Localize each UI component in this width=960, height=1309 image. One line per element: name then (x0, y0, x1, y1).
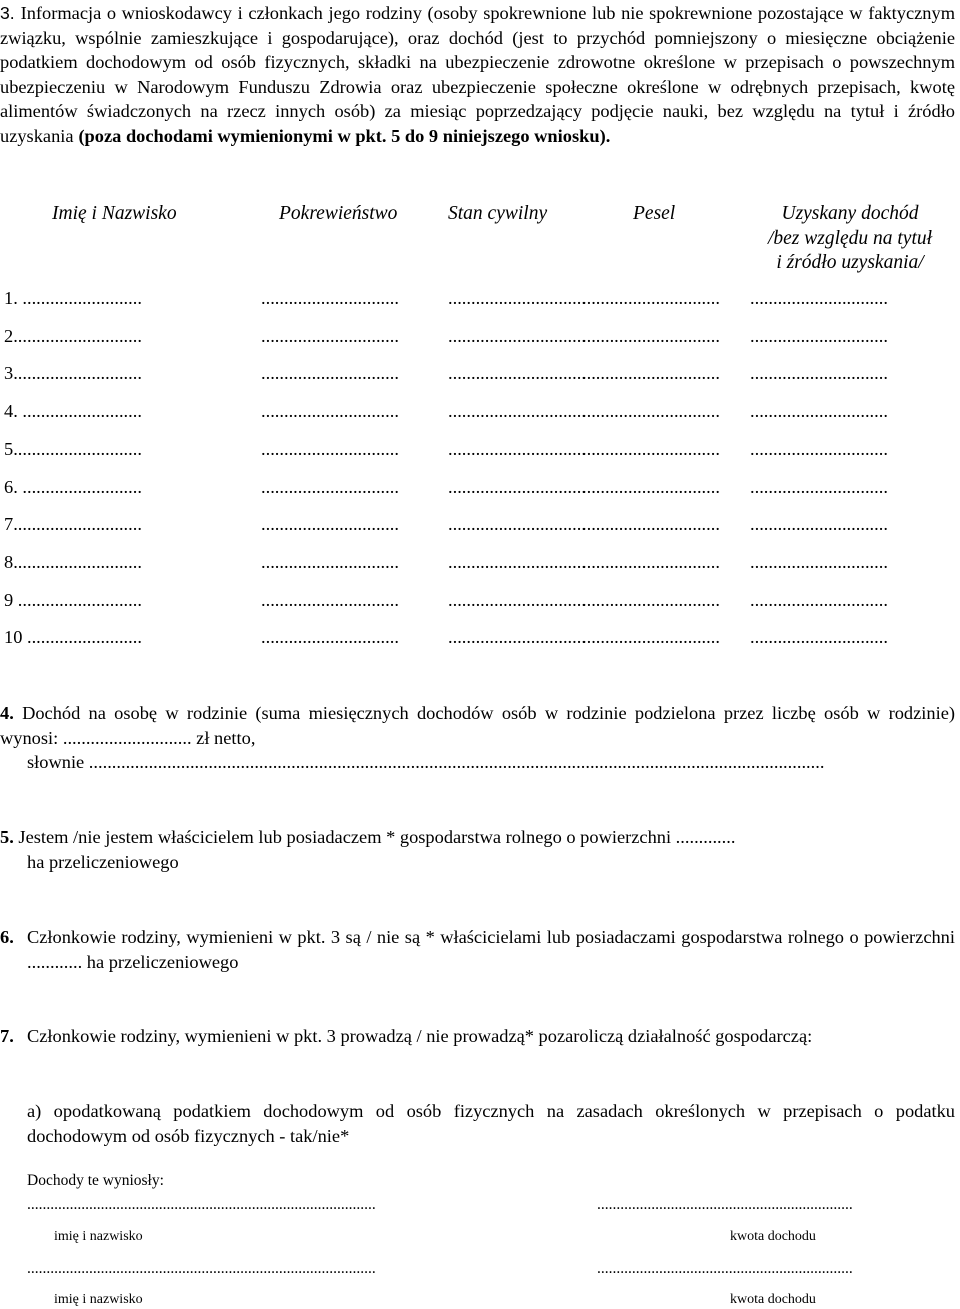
row-status-field[interactable]: .............................. (448, 401, 586, 422)
row-name-field[interactable]: 5............................ (4, 438, 142, 459)
header-status: Stan cywilny (448, 203, 548, 224)
section-7-text: Członkowie rodziny, wymienieni w pkt. 3 prowadzą / nie prowadzą* pozaroliczą działalność gospodarczą: (27, 1026, 813, 1046)
row-relation-field[interactable]: .............................. (261, 551, 399, 572)
row-income-field[interactable]: .............................. (750, 589, 888, 610)
section-6-text: Członkowie rodziny, wymienieni w pkt. 3 są / nie są * właścicielami lub posiadaczami gospodarstwa rolnego o powierzchni ............ ha przeliczeniowego (27, 927, 955, 972)
row-status-field[interactable]: .............................. (448, 514, 586, 535)
entry-1-amount-line[interactable]: .................................................................. (597, 1196, 853, 1213)
header-income-line2: /bez względu na tytuł (767, 227, 933, 249)
row-income-field[interactable]: .............................. (750, 288, 888, 308)
section-4-number: 4. (0, 703, 14, 723)
header-income-line1: Uzyskany dochód (781, 203, 919, 224)
header-income-line3: i źródło uzyskania/ (776, 252, 924, 273)
header-name: Imię i Nazwisko (52, 203, 177, 224)
header-relation: Pokrewieństwo (279, 203, 398, 224)
row-income-field[interactable]: .............................. (750, 363, 888, 384)
row-status-field[interactable]: .............................. (448, 476, 586, 497)
section-3-number: 3. (0, 3, 15, 23)
row-pesel-field[interactable]: .............................. (582, 551, 720, 572)
row-pesel-field[interactable]: .............................. (582, 589, 720, 610)
entry-2-amount-label: kwota dochodu (730, 1292, 816, 1307)
row-income-field[interactable]: .............................. (750, 476, 888, 497)
row-pesel-field[interactable]: .............................. (582, 514, 720, 535)
row-status-field[interactable]: .............................. (448, 438, 586, 459)
section-7-sub-a: a) opodatkowaną podatkiem dochodowym od osób fizycznych na zasadach określonych w przepisach o podatku dochodowym od osób fizycznych - tak/nie* (27, 1101, 955, 1146)
row-status-field[interactable]: .............................. (448, 363, 586, 384)
section-5-unit: ha przeliczeniowego (27, 852, 179, 872)
section-6-number: 6. (0, 927, 14, 947)
row-pesel-field[interactable]: .............................. (582, 476, 720, 497)
row-pesel-field[interactable]: .............................. (582, 325, 720, 346)
row-pesel-field[interactable]: .............................. (582, 288, 720, 308)
row-relation-field[interactable]: .............................. (261, 288, 399, 308)
row-income-field[interactable]: .............................. (750, 401, 888, 422)
row-relation-field[interactable]: .............................. (261, 476, 399, 497)
entry-1-name-line[interactable]: .......................................................................................... (27, 1196, 376, 1213)
row-name-field[interactable]: 9 ........................... (4, 589, 142, 610)
row-relation-field[interactable]: .............................. (261, 363, 399, 384)
section-4-text: Dochód na osobę w rodzinie (suma miesięcznych dochodów osób w rodzinie podzielona przez liczbę osób w rodzinie) wynosi: ............................ zł netto, (0, 703, 955, 748)
row-status-field[interactable]: .............................. (448, 627, 586, 648)
row-relation-field[interactable]: .............................. (261, 438, 399, 459)
row-name-field[interactable]: 1. .......................... (4, 288, 142, 308)
row-status-field[interactable]: .............................. (448, 325, 586, 346)
section-6-paragraph (0, 925, 955, 974)
entry-2-amount-line[interactable]: .................................................................. (597, 1260, 853, 1277)
entry-2-name-line[interactable]: .......................................................................................... (27, 1260, 376, 1277)
row-pesel-field[interactable]: .............................. (582, 363, 720, 384)
row-name-field[interactable]: 7............................ (4, 514, 142, 535)
row-name-field[interactable]: 4. .......................... (4, 401, 142, 422)
row-name-field[interactable]: 6. .......................... (4, 476, 142, 497)
row-name-field[interactable]: 3............................ (4, 363, 142, 384)
section-5-number: 5. (0, 827, 14, 847)
row-name-field[interactable]: 8............................ (4, 551, 142, 572)
row-income-field[interactable]: .............................. (750, 438, 888, 459)
row-pesel-field[interactable]: .............................. (582, 627, 720, 648)
entry-2-name-label: imię i nazwisko (54, 1292, 143, 1307)
row-relation-field[interactable]: .............................. (261, 325, 399, 346)
section-4-words-line[interactable]: słownie ................................................................................................................................................................ (27, 752, 825, 772)
row-status-field[interactable]: .............................. (448, 589, 586, 610)
section-5-text: Jestem /nie jestem właścicielem lub posiadaczem * gospodarstwa rolnego o powierzchni ............. (18, 827, 736, 847)
row-income-field[interactable]: .............................. (750, 514, 888, 535)
row-income-field[interactable]: .............................. (750, 551, 888, 572)
section-5-paragraph (0, 825, 955, 850)
row-relation-field[interactable]: .............................. (261, 627, 399, 648)
row-relation-field[interactable]: .............................. (261, 589, 399, 610)
section-3-paragraph (0, 1, 955, 148)
row-relation-field[interactable]: .............................. (261, 401, 399, 422)
row-status-field[interactable]: .............................. (448, 288, 586, 308)
row-name-field[interactable]: 10 ......................... (4, 627, 142, 648)
row-name-field[interactable]: 2............................ (4, 325, 142, 346)
row-status-field[interactable]: .............................. (448, 551, 586, 572)
row-income-field[interactable]: .............................. (750, 325, 888, 346)
row-pesel-field[interactable]: .............................. (582, 438, 720, 459)
header-pesel: Pesel (633, 203, 676, 224)
section-3-text-bold: (poza dochodami wymienionymi w pkt. 5 do 9 niniejszego wniosku). (78, 125, 611, 146)
section-3-text: Informacja o wnioskodawcy i członkach jego rodziny (osoby spokrewnione lub nie spokrewnione pozostające w faktycznym związku, wspólnie zamieszkujące i gospodarujące), oraz dochód (jest to przychód pomniejszony o miesięczne obciążenie podatkiem dochodowym od osób fizycznych, składki na ubezpieczenie zdrowotne określone w przepisach o powszechnym ubezpieczeniu w Narodowym Funduszu Zdrowia oraz ubezpieczenie społeczne określone w odrębnych przepisach, kwotę alimentów świadczonych na rzecz innych osób) za miesiąc poprzedzający podjęcie nauki, bez względu na tytuł i źródło uzyskania (0, 3, 956, 146)
income-heading: Dochody te wyniosły: (27, 1172, 164, 1189)
entry-1-amount-label: kwota dochodu (730, 1229, 816, 1244)
row-relation-field[interactable]: .............................. (261, 514, 399, 535)
section-4-paragraph (0, 701, 955, 750)
entry-1-name-label: imię i nazwisko (54, 1229, 143, 1244)
section-7-number: 7. (0, 1026, 14, 1046)
row-pesel-field[interactable]: .............................. (582, 401, 720, 422)
row-income-field[interactable]: .............................. (750, 627, 888, 648)
section-7-paragraph (0, 1024, 955, 1049)
header-income (740, 202, 960, 276)
